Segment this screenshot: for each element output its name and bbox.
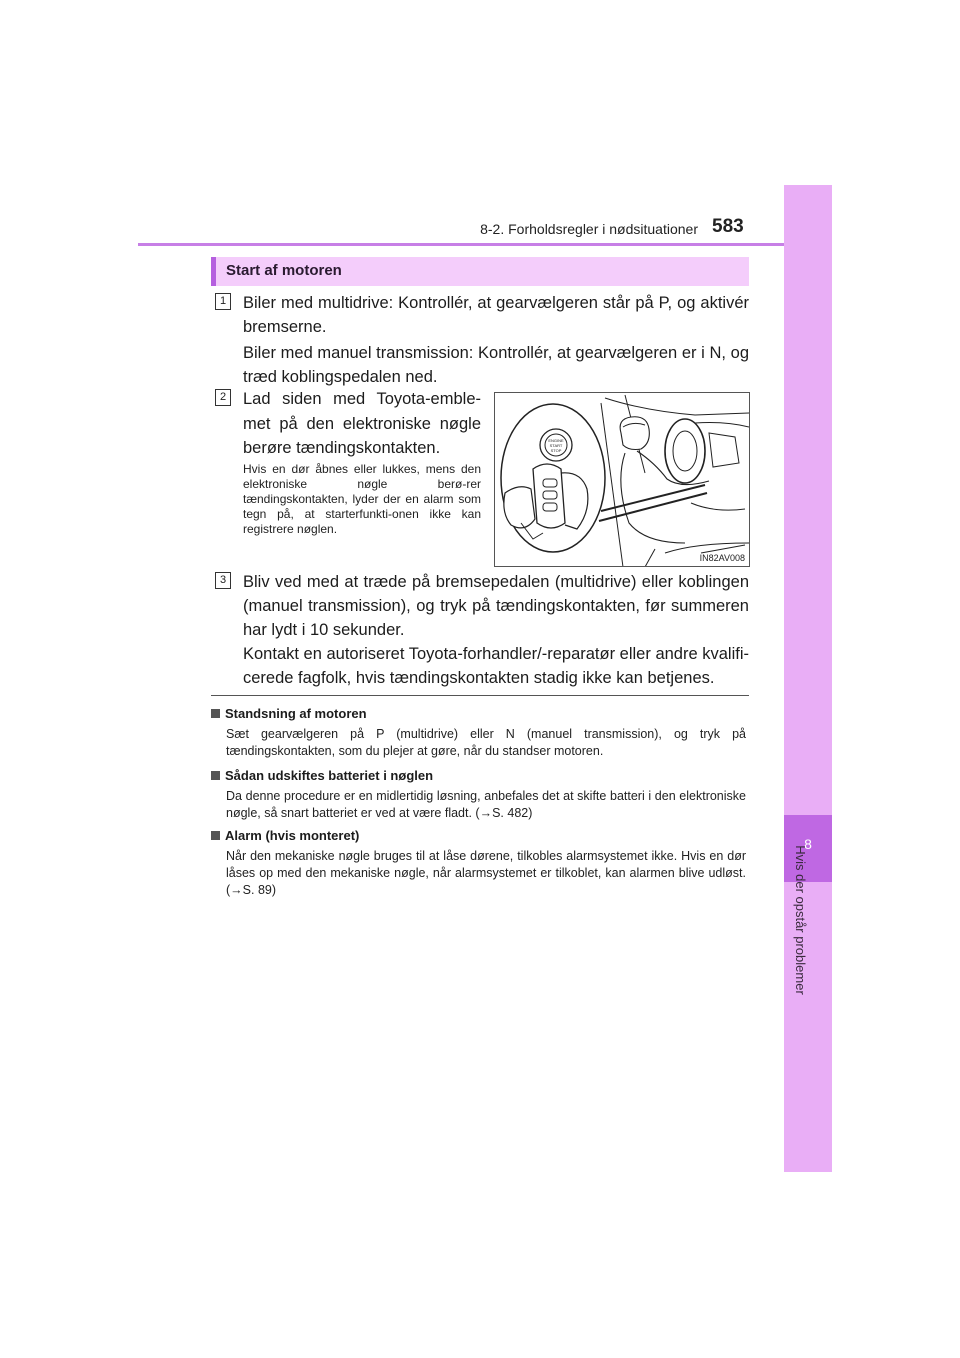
note-title-2: Sådan udskiftes batteriet i nøglen [211, 768, 433, 783]
step-1-text-a: Biler med multidrive: Kontrollér, at gearvælgeren står på P, og aktivér bremserne. [243, 294, 749, 336]
section-title: Start af motoren [226, 262, 342, 279]
note-bullet-icon [211, 831, 220, 840]
step-number-3: 3 [215, 572, 231, 589]
running-header-section: 8-2. Forholdsregler i nødsituationer [480, 221, 698, 237]
button-text-2: START [549, 443, 563, 448]
section-header [211, 257, 749, 286]
note-title-3: Alarm (hvis monteret) [211, 828, 359, 843]
figure-label: IN82AV008 [699, 553, 745, 563]
button-text-1: ENGINE [548, 438, 564, 443]
chapter-title: Hvis der opstår problemer [793, 845, 808, 995]
header-rule [138, 243, 832, 246]
button-text-3: STOP [550, 448, 562, 453]
note-bullet-icon [211, 709, 220, 718]
step-number-1: 1 [215, 293, 231, 310]
step-3-text: Bliv ved med at træde på bremsepedalen (multidrive) eller koblingen (manuel transmission), og tryk på tændingskontakten, før summeren har lydt i 10 sekunder. [243, 573, 749, 639]
step-2-note: Hvis en dør åbnes eller lukkes, mens den elektroniske nøgle berø-rer tændingskontakten, lyder der en alarm som tegn på, at starterfunkti-onen ikke kan registrere nøglen. [243, 462, 481, 536]
section-divider [211, 695, 749, 696]
illustration-drawing [495, 393, 750, 567]
chapter-number: 8 [804, 836, 812, 852]
note-body-1: Sæt gearvælgeren på P (multidrive) eller N (manuel transmission), og tryk på tændingskontakten, som du plejer at gøre, når du standser motoren. [226, 727, 746, 758]
step-number-2: 2 [215, 389, 231, 406]
page-number: 583 [712, 216, 744, 237]
note-title-1: Standsning af motoren [211, 706, 367, 721]
key-touch-illustration [494, 392, 750, 567]
note-body-2: Da denne procedure er en midlertidig løsning, anbefales det at skifte batteri i den elektroniske nøgle, så snart batteriet er ved at være fladt. (→S. 482) [226, 789, 746, 820]
note-bullet-icon [211, 771, 220, 780]
note-body-3: Når den mekaniske nøgle bruges til at låse dørene, tilkobles alarmsystemet ikke. Hvis en dør låses op med den mekaniske nøgle, når alarmsystemet er tilkoblet, kan alarmen blive udløst. (→S. 89) [226, 849, 746, 897]
chapter-side-tab [784, 185, 832, 1172]
step-2-text: Lad siden med Toyota-emble-met på den elektroniske nøgle berøre tændingskontakten. [243, 390, 481, 457]
step-1-text-b: Biler med manuel transmission: Kontrollér, at gearvælgeren er i N, og træd koblingspedalen ned. [243, 344, 749, 386]
closing-paragraph: Kontakt en autoriseret Toyota-forhandler/-reparatør eller andre kvalifi-cerede fagfolk, hvis tændingskontakten stadig ikke kan betjenes. [243, 645, 749, 687]
